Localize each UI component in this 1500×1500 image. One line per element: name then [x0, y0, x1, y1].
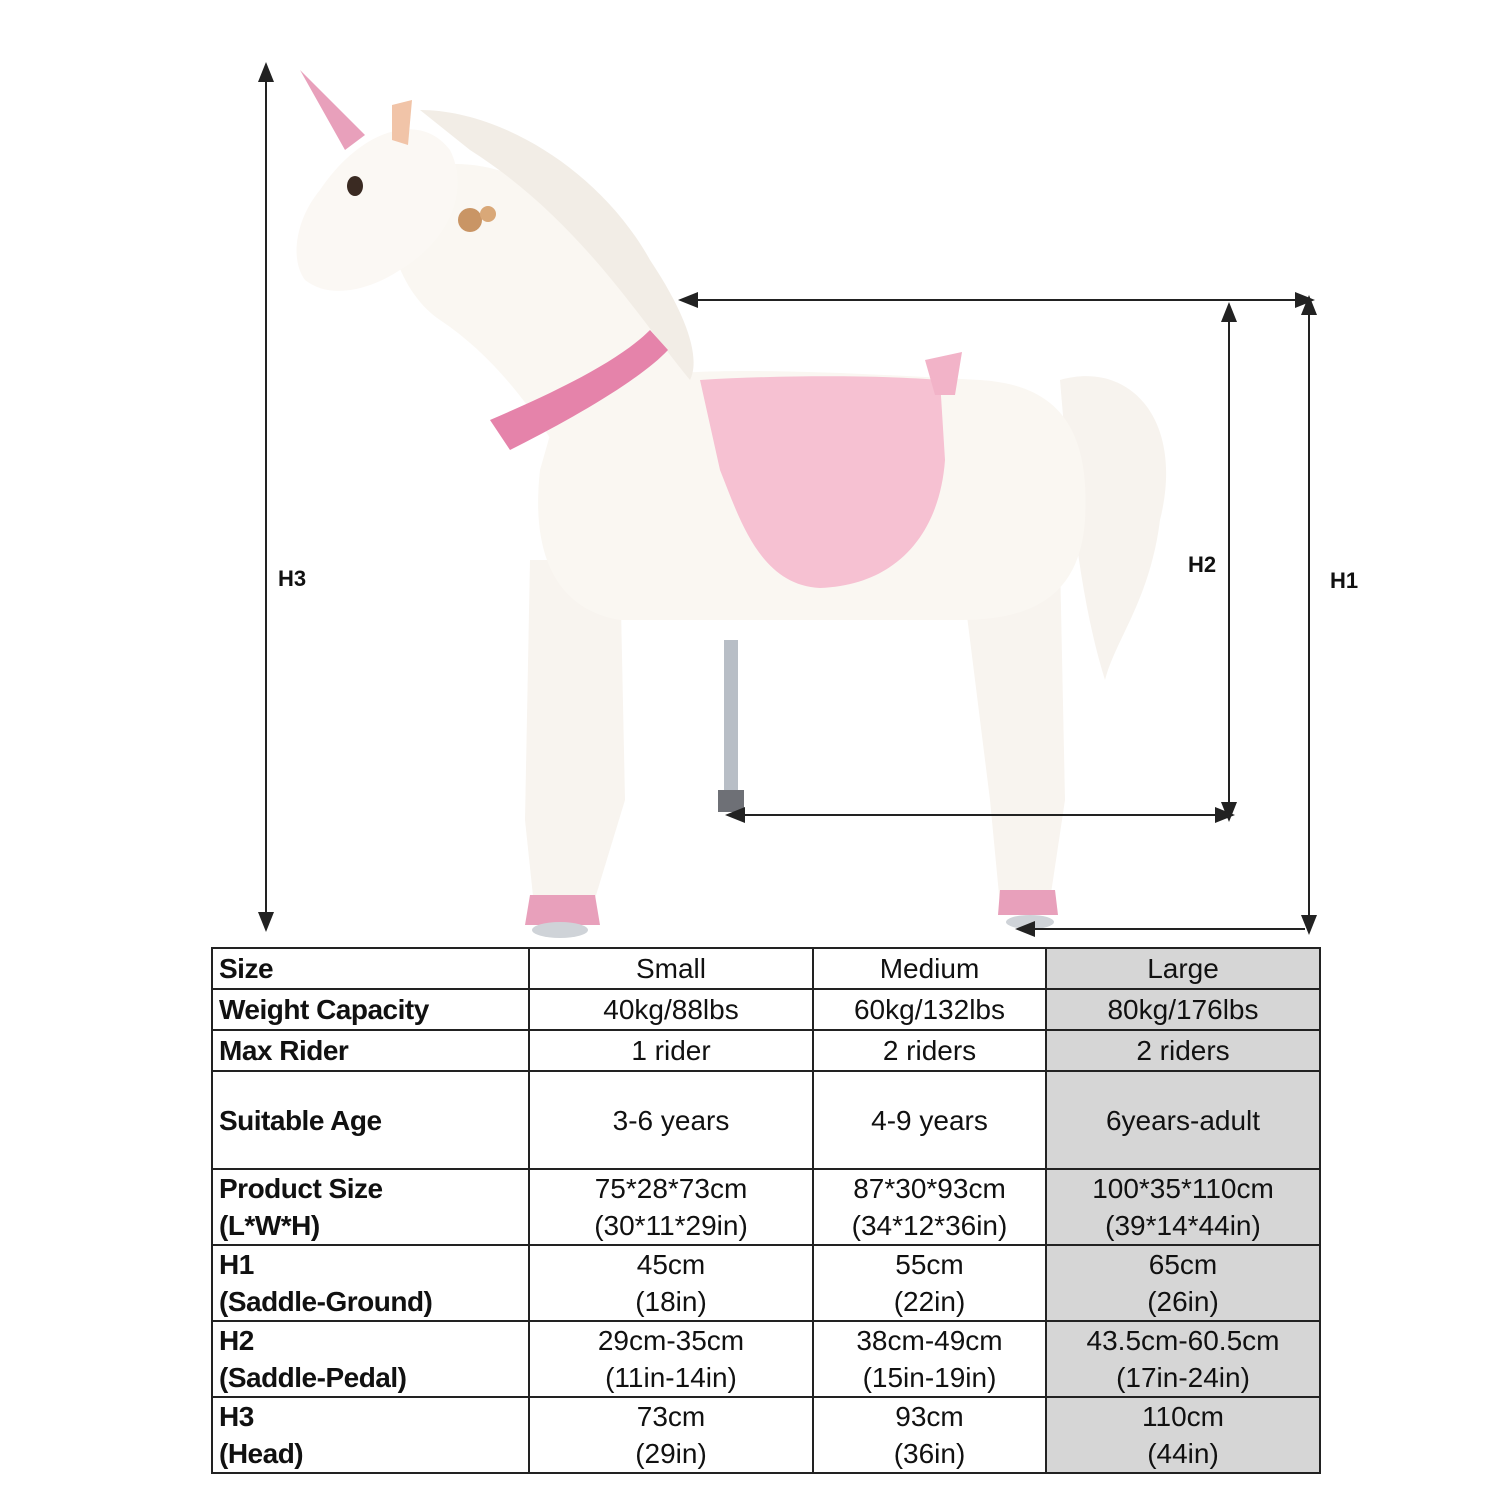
cell-medium-line: 2 riders — [882, 1035, 977, 1066]
cell-small-line: 73cm — [636, 1401, 706, 1432]
cell-large — [1046, 948, 1320, 989]
cell-medium-line: 60kg/132lbs — [853, 994, 1005, 1025]
cell-large — [1046, 989, 1320, 1030]
table-row — [212, 1071, 1320, 1169]
row-label-line: Suitable Age — [219, 1104, 382, 1136]
cell-large — [1046, 1321, 1320, 1397]
cell-large-line: 43.5cm-60.5cm — [1086, 1325, 1280, 1356]
row-label — [212, 1030, 529, 1071]
row-label — [212, 1071, 529, 1169]
cell-small — [529, 1030, 813, 1071]
cell-small — [529, 1321, 813, 1397]
cell-small-line: 3-6 years — [612, 1104, 730, 1136]
cell-small-line: (11in-14in) — [605, 1362, 737, 1393]
cell-small — [529, 989, 813, 1030]
cell-medium — [813, 948, 1046, 989]
row-label-line: Product Size — [219, 1173, 383, 1204]
cell-large — [1046, 1169, 1320, 1245]
table-row — [212, 1030, 1320, 1071]
cell-medium-line: 93cm — [895, 1401, 964, 1432]
cell-small-line: (29in) — [635, 1438, 707, 1469]
row-label-line: (Saddle-Ground) — [219, 1286, 433, 1317]
cell-medium-line: (34*12*36in) — [851, 1210, 1008, 1241]
cell-large-line: 65cm — [1148, 1249, 1218, 1280]
h3-dimension-label: H3 — [278, 566, 307, 591]
row-label — [212, 1169, 529, 1245]
table-row — [212, 1321, 1320, 1397]
row-label-line: Weight Capacity — [219, 994, 429, 1025]
cell-medium — [813, 1245, 1046, 1321]
cell-small — [529, 1245, 813, 1321]
cell-small — [529, 1169, 813, 1245]
size-spec-table — [211, 947, 1321, 1474]
cell-medium-line: 87*30*93cm — [853, 1173, 1006, 1204]
cell-medium-line: Medium — [879, 953, 980, 984]
row-label-line: H1 — [219, 1249, 254, 1280]
cell-small-line: Small — [635, 953, 706, 984]
row-label — [212, 1245, 529, 1321]
cell-small — [529, 948, 813, 989]
table-row — [212, 1245, 1320, 1321]
cell-large-line: (26in) — [1147, 1286, 1219, 1317]
cell-small — [529, 1397, 813, 1473]
row-label — [212, 1397, 529, 1473]
cell-large-line: (17in-24in) — [1116, 1362, 1250, 1393]
table-row — [212, 989, 1320, 1030]
cell-large-line: (44in) — [1147, 1438, 1219, 1469]
unicorn-illustration — [297, 70, 1167, 938]
row-label-line: (L*W*H) — [219, 1210, 320, 1241]
cell-medium — [813, 1071, 1046, 1169]
cell-medium-line: 38cm-49cm — [856, 1325, 1003, 1356]
cell-medium-line: (22in) — [893, 1286, 966, 1317]
cell-large — [1046, 1245, 1320, 1321]
cell-medium-line: 55cm — [895, 1249, 964, 1280]
cell-medium — [813, 1169, 1046, 1245]
row-label-line: Size — [219, 953, 274, 984]
cell-small-line: (18in) — [635, 1286, 707, 1317]
row-label-line: H3 — [219, 1401, 254, 1432]
cell-small-line: 45cm — [636, 1249, 706, 1280]
cell-large-line: 6years-adult — [1105, 1104, 1261, 1136]
cell-large — [1046, 1397, 1320, 1473]
cell-large-line: 100*35*110cm — [1092, 1173, 1274, 1204]
cell-small-line: 29cm-35cm — [597, 1325, 745, 1356]
h1-dimension-label: H1 — [1330, 568, 1359, 593]
row-label-line: (Head) — [219, 1438, 304, 1469]
row-label-line: (Saddle-Pedal) — [219, 1362, 407, 1393]
row-label — [212, 989, 529, 1030]
cell-small-line: 1 rider — [631, 1035, 711, 1066]
row-label-line: Max Rider — [219, 1035, 349, 1066]
cell-large — [1046, 1071, 1320, 1169]
cell-medium — [813, 1030, 1046, 1071]
row-label-line: H2 — [219, 1325, 254, 1356]
cell-large-line: 80kg/176lbs — [1107, 994, 1259, 1025]
cell-medium — [813, 1321, 1046, 1397]
cell-large-line: (39*14*44in) — [1105, 1210, 1261, 1241]
cell-medium — [813, 1397, 1046, 1473]
cell-small — [529, 1071, 813, 1169]
cell-medium-line: (15in-19in) — [862, 1362, 997, 1393]
cell-medium-line: 4-9 years — [871, 1104, 988, 1136]
cell-medium-line: (36in) — [893, 1438, 966, 1469]
table-row — [212, 948, 1320, 989]
cell-large-line: 110cm — [1142, 1401, 1224, 1432]
row-label — [212, 1321, 529, 1397]
table-row — [212, 1169, 1320, 1245]
cell-large-line: 2 riders — [1136, 1035, 1230, 1066]
cell-large-line: Large — [1147, 953, 1219, 984]
table-row — [212, 1397, 1320, 1473]
h2-dimension-label: H2 — [1188, 552, 1217, 577]
cell-large — [1046, 1030, 1320, 1071]
cell-small-line: (30*11*29in) — [594, 1210, 748, 1241]
cell-small-line: 40kg/88lbs — [603, 994, 739, 1025]
row-label — [212, 948, 529, 989]
cell-medium — [813, 989, 1046, 1030]
cell-small-line: 75*28*73cm — [594, 1173, 748, 1204]
